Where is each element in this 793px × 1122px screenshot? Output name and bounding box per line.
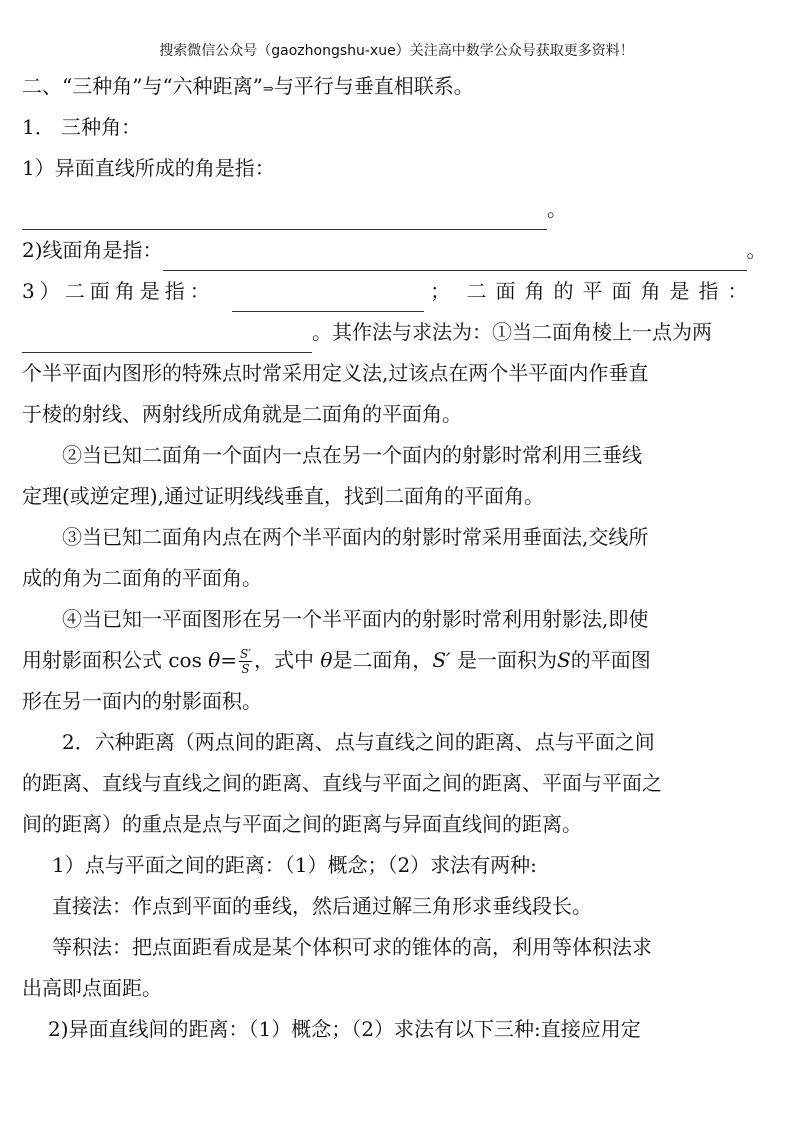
item3-line bbox=[22, 271, 774, 312]
item2-label: 2)线面角是指： bbox=[22, 238, 163, 262]
formula-s: S bbox=[557, 648, 571, 672]
method4-line3: 形在另一面内的射影面积。 bbox=[22, 689, 262, 713]
item3-line2 bbox=[22, 312, 774, 353]
formula-theta2: θ bbox=[320, 648, 333, 672]
point-plane-distance: 1）点与平面之间的距离：（1）概念；（2）求法有两种: bbox=[52, 853, 537, 877]
formula-mid1: ，式中 bbox=[254, 648, 314, 672]
item3-after-blank: 。其作法与求法为：①当二面角棱上一点为两 bbox=[312, 320, 712, 344]
fill-blank[interactable] bbox=[232, 285, 424, 312]
fraction-numerator: S′ bbox=[240, 647, 251, 661]
item3-label: 3）二面角是指： bbox=[22, 279, 215, 303]
formula-sprime: S′ bbox=[432, 648, 451, 672]
formula-fraction bbox=[239, 647, 252, 676]
formula-mid4: 的平面图 bbox=[570, 648, 651, 672]
part1-heading: 1． 三种角： bbox=[22, 115, 142, 139]
method4-formula-line bbox=[22, 640, 774, 681]
wechat-banner: 搜索微信公众号（gaozhongshu-xue）关注高中数学公众号获取更多资料！ bbox=[159, 43, 634, 59]
part2-line2: 的距离、直线与直线之间的距离、直线与平面之间的距离、平面与平面之 bbox=[22, 771, 662, 795]
section-title bbox=[22, 66, 774, 107]
part2-line1: 2．六种距离（两点间的距离、点与直线之间的距离、点与平面之间 bbox=[62, 730, 655, 754]
section-title-text: 二、“三种角”与“六种距离” bbox=[22, 74, 263, 98]
item1-end: 。 bbox=[547, 197, 567, 221]
skew-lines-distance: 2)异面直线间的距离：（1）概念；（2）求法有以下三种:直接应用定 bbox=[48, 1017, 641, 1041]
implies-arrow-icon: ⇒ bbox=[262, 82, 274, 97]
item2-end: 。 bbox=[746, 238, 767, 262]
method4-line1: ④当已知一平面图形在另一个半平面内的射影时常利用射影法,即使 bbox=[62, 607, 649, 631]
item3-line4: 于棱的射线、两射线所成角就是二面角的平面角。 bbox=[22, 402, 462, 426]
document-body bbox=[22, 66, 774, 1050]
section-title-tail: 与平行与垂直相联系。 bbox=[273, 74, 474, 98]
fraction-denominator: S bbox=[241, 662, 250, 676]
method2-line2: 定理(或逆定理),通过证明线线垂直，找到二面角的平面角。 bbox=[22, 484, 544, 508]
item3-label2: 二面角的平面角是指： bbox=[466, 279, 757, 303]
formula-pre: 用射影面积公式 bbox=[22, 648, 162, 672]
formula-mid2: 是二面角， bbox=[332, 648, 433, 672]
item3-line3: 个半平面内图形的特殊点时常采用定义法,过该点在两个半平面内作垂直 bbox=[22, 361, 649, 385]
item2-line bbox=[22, 230, 774, 271]
item1-blank-line bbox=[22, 189, 774, 230]
formula-theta: θ bbox=[208, 648, 221, 672]
method3-line2: 成的角为二面角的平面角。 bbox=[22, 566, 262, 590]
fill-blank[interactable] bbox=[22, 326, 312, 353]
part2-line3: 间的距离）的重点是点与平面之间的距离与异面直线间的距离。 bbox=[22, 812, 582, 836]
formula-eq: = bbox=[220, 648, 238, 672]
method2-line1: ②当已知二面角一个面内一点在另一个面内的射影时常利用三垂线 bbox=[62, 443, 642, 467]
method3-line1: ③当已知二面角内点在两个半平面内的射影时常采用垂面法,交线所 bbox=[62, 525, 649, 549]
equal-volume-method-line2: 出高即点面距。 bbox=[22, 976, 162, 1000]
fill-blank[interactable] bbox=[22, 203, 547, 230]
fill-blank[interactable] bbox=[163, 244, 747, 271]
equal-volume-method-line1: 等积法：把点面距看成是某个体积可求的锥体的高，利用等体积法求 bbox=[52, 935, 652, 959]
item1-label: 1）异面直线所成的角是指： bbox=[22, 156, 275, 180]
item3-sep: ； bbox=[430, 279, 456, 303]
direct-method: 直接法：作点到平面的垂线，然后通过解三角形求垂线段长。 bbox=[52, 894, 592, 918]
formula-mid3: 是一面积为 bbox=[457, 648, 558, 672]
formula-cos: cos bbox=[168, 648, 202, 672]
